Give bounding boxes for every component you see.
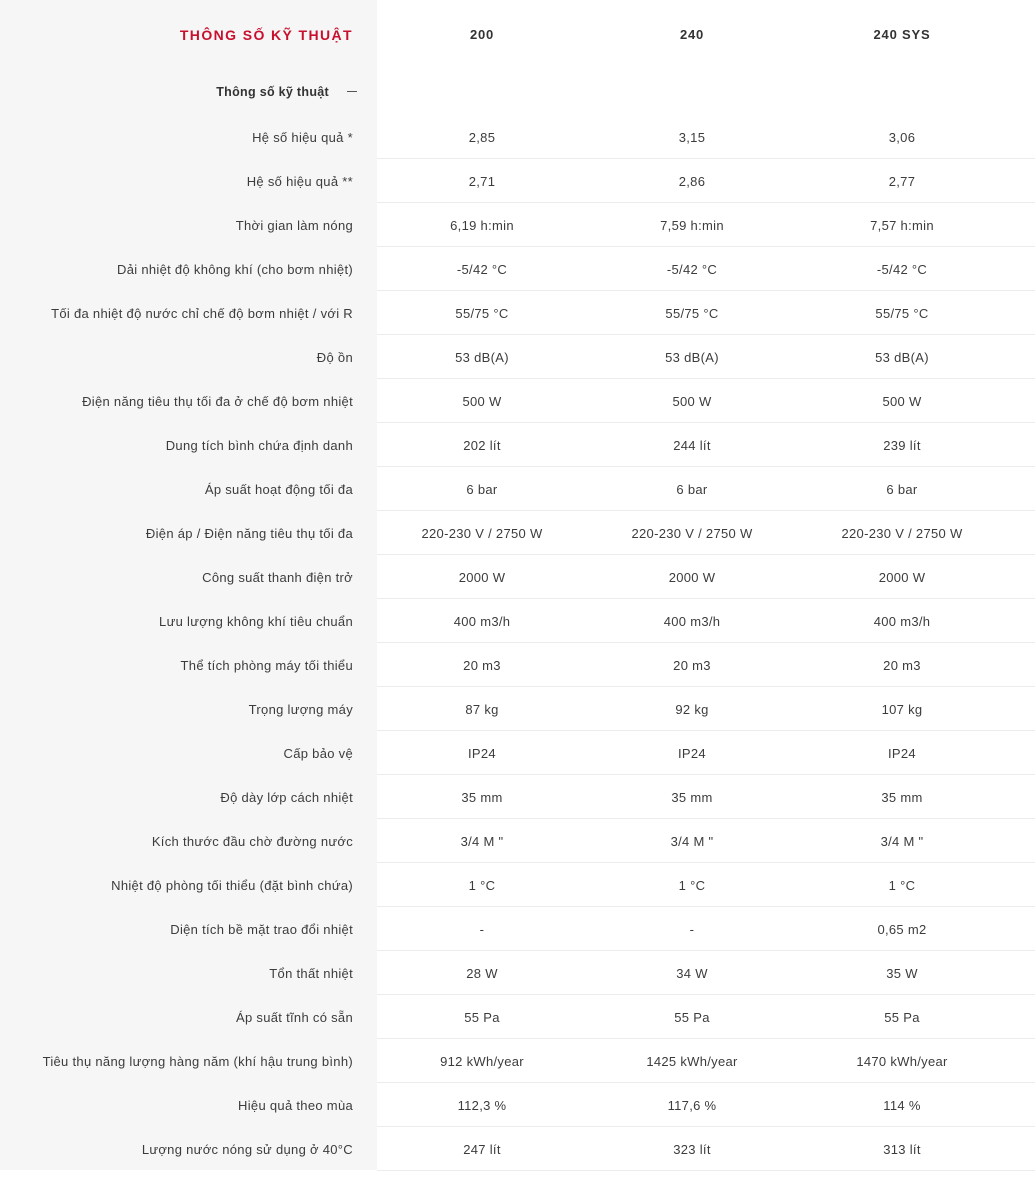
table-row xyxy=(0,291,1035,335)
spec-value: 912 kWh/year xyxy=(440,1053,524,1069)
section-title: Thông số kỹ thuật xyxy=(216,85,329,100)
spec-value: 220-230 V / 2750 W xyxy=(841,525,963,541)
column-header-240-sys: 240 SYS xyxy=(873,27,931,42)
table-row xyxy=(0,819,1035,863)
table-row xyxy=(0,1127,1035,1171)
spec-label: Tổn thất nhiệt xyxy=(269,965,353,981)
spec-value: 20 m3 xyxy=(883,657,921,673)
spec-value: - xyxy=(689,921,695,937)
column-header-200: 200 xyxy=(469,27,495,42)
spec-value: 1425 kWh/year xyxy=(646,1053,738,1069)
spec-value: 53 dB(A) xyxy=(665,349,719,365)
table-row xyxy=(0,775,1035,819)
spec-value: 220-230 V / 2750 W xyxy=(631,525,753,541)
spec-value: 6 bar xyxy=(676,481,708,497)
spec-value: 2,77 xyxy=(888,173,916,189)
spec-value: 202 lít xyxy=(463,437,501,453)
spec-label: Cấp bảo vệ xyxy=(283,745,353,761)
table-row xyxy=(0,203,1035,247)
spec-value: 55 Pa xyxy=(464,1009,500,1025)
table-row xyxy=(0,599,1035,643)
spec-label: Thể tích phòng máy tối thiểu xyxy=(180,657,353,673)
spec-value: 92 kg xyxy=(675,701,709,717)
spec-value: 28 W xyxy=(466,965,498,981)
spec-value: 3/4 M " xyxy=(670,833,714,849)
spec-label: Dải nhiệt độ không khí (cho bơm nhiệt) xyxy=(117,261,353,277)
spec-value: 400 m3/h xyxy=(453,613,511,629)
table-row xyxy=(0,687,1035,731)
spec-label: Hệ số hiệu quả ** xyxy=(246,173,353,189)
spec-value: 0,65 m2 xyxy=(877,921,927,937)
spec-label: Độ dày lớp cách nhiệt xyxy=(220,789,353,805)
spec-label: Lưu lượng không khí tiêu chuẩn xyxy=(159,613,353,629)
table-title: THÔNG SỐ KỸ THUẬT xyxy=(179,26,353,43)
spec-value: 87 kg xyxy=(465,701,499,717)
spec-value: 117,6 % xyxy=(667,1097,717,1113)
spec-value: 1470 kWh/year xyxy=(856,1053,948,1069)
spec-label: Kích thước đầu chờ đường nước xyxy=(151,833,353,849)
spec-value: 35 W xyxy=(886,965,918,981)
table-row xyxy=(0,1083,1035,1127)
column-header-240: 240 xyxy=(679,27,705,42)
spec-value: 53 dB(A) xyxy=(455,349,509,365)
spec-value: 6 bar xyxy=(886,481,918,497)
spec-label: Dung tích bình chứa định danh xyxy=(165,437,353,453)
spec-value: 500 W xyxy=(462,393,502,409)
spec-label: Áp suất hoạt động tối đa xyxy=(204,481,353,497)
spec-value: -5/42 °C xyxy=(876,261,928,277)
section-toggle[interactable] xyxy=(0,69,1035,115)
spec-value: 3,06 xyxy=(888,129,916,145)
row-divider xyxy=(377,1170,1035,1171)
spec-value: 3/4 M " xyxy=(460,833,504,849)
spec-value: 55/75 °C xyxy=(665,305,719,321)
spec-value: 2000 W xyxy=(668,569,716,585)
spec-label: Công suất thanh điện trở xyxy=(202,569,353,585)
spec-value: 107 kg xyxy=(881,701,923,717)
section-header xyxy=(0,85,377,100)
spec-label: Hiệu quả theo mùa xyxy=(238,1097,353,1113)
spec-value: 112,3 % xyxy=(457,1097,507,1113)
spec-value: 1 °C xyxy=(678,877,706,893)
minus-icon[interactable] xyxy=(347,91,357,92)
table-row xyxy=(0,115,1035,159)
spec-value: 20 m3 xyxy=(673,657,711,673)
spec-value: 6 bar xyxy=(466,481,498,497)
spec-value: 2,85 xyxy=(468,129,496,145)
spec-value: 114 % xyxy=(883,1097,921,1113)
spec-value: 53 dB(A) xyxy=(875,349,929,365)
spec-value: 247 lít xyxy=(463,1141,501,1157)
spec-value: 7,59 h:min xyxy=(660,217,724,233)
spec-label: Tối đa nhiệt độ nước chỉ chế độ bơm nhiệt / với R xyxy=(51,305,353,321)
spec-value: 55/75 °C xyxy=(455,305,509,321)
table-row xyxy=(0,863,1035,907)
spec-value: 2000 W xyxy=(878,569,926,585)
table-row xyxy=(0,1039,1035,1083)
spec-value: 2,86 xyxy=(678,173,706,189)
spec-value: 55 Pa xyxy=(884,1009,920,1025)
spec-value: 313 lít xyxy=(883,1141,921,1157)
spec-value: 6,19 h:min xyxy=(450,217,514,233)
table-row xyxy=(0,423,1035,467)
spec-value: 35 mm xyxy=(881,789,923,805)
spec-value: IP24 xyxy=(888,745,916,761)
spec-label: Hệ số hiệu quả * xyxy=(252,129,353,145)
spec-value: 400 m3/h xyxy=(873,613,931,629)
spec-value: 35 mm xyxy=(671,789,713,805)
spec-value: 35 mm xyxy=(461,789,503,805)
table-row xyxy=(0,379,1035,423)
table-row xyxy=(0,467,1035,511)
table-header-row xyxy=(0,0,1035,69)
spec-label: Nhiệt độ phòng tối thiểu (đặt bình chứa) xyxy=(111,877,353,893)
table-row xyxy=(0,555,1035,599)
spec-label: Tiêu thụ năng lượng hàng năm (khí hậu trung bình) xyxy=(42,1053,353,1069)
spec-value: 1 °C xyxy=(468,877,496,893)
spec-value: -5/42 °C xyxy=(666,261,718,277)
spec-value: 220-230 V / 2750 W xyxy=(421,525,543,541)
spec-value: IP24 xyxy=(468,745,496,761)
spec-label: Trọng lượng máy xyxy=(248,701,353,717)
spec-value: 7,57 h:min xyxy=(870,217,934,233)
spec-value: 2,71 xyxy=(468,173,496,189)
spec-value: 323 lít xyxy=(673,1141,711,1157)
spec-label: Lượng nước nóng sử dụng ở 40°C xyxy=(141,1141,353,1157)
table-row xyxy=(0,643,1035,687)
table-row xyxy=(0,335,1035,379)
spec-value: 20 m3 xyxy=(463,657,501,673)
spec-rows xyxy=(0,115,1035,1171)
spec-value: 1 °C xyxy=(888,877,916,893)
spec-value: 2000 W xyxy=(458,569,506,585)
spec-value: 3/4 M " xyxy=(880,833,924,849)
spec-value: 500 W xyxy=(882,393,922,409)
spec-label: Điện áp / Điện năng tiêu thụ tối đa xyxy=(145,525,353,541)
spec-value: 239 lít xyxy=(883,437,921,453)
spec-value: 3,15 xyxy=(678,129,706,145)
spec-value: - xyxy=(479,921,485,937)
spec-label: Thời gian làm nóng xyxy=(235,217,353,233)
spec-value: IP24 xyxy=(678,745,706,761)
spec-label: Độ ồn xyxy=(316,349,353,365)
spec-label: Điện năng tiêu thụ tối đa ở chế độ bơm nhiệt xyxy=(82,393,353,409)
table-row xyxy=(0,995,1035,1039)
spec-label: Áp suất tĩnh có sẵn xyxy=(236,1009,353,1025)
spec-value: 55 Pa xyxy=(674,1009,710,1025)
table-row xyxy=(0,511,1035,555)
spec-label: Diện tích bề mặt trao đổi nhiệt xyxy=(170,921,353,937)
spec-value: 34 W xyxy=(676,965,708,981)
table-row xyxy=(0,951,1035,995)
spec-value: 500 W xyxy=(672,393,712,409)
spec-value: 55/75 °C xyxy=(875,305,929,321)
table-row xyxy=(0,247,1035,291)
spec-value: 400 m3/h xyxy=(663,613,721,629)
spec-value: 244 lít xyxy=(673,437,711,453)
table-row xyxy=(0,907,1035,951)
table-row xyxy=(0,731,1035,775)
spec-value: -5/42 °C xyxy=(456,261,508,277)
table-row xyxy=(0,159,1035,203)
